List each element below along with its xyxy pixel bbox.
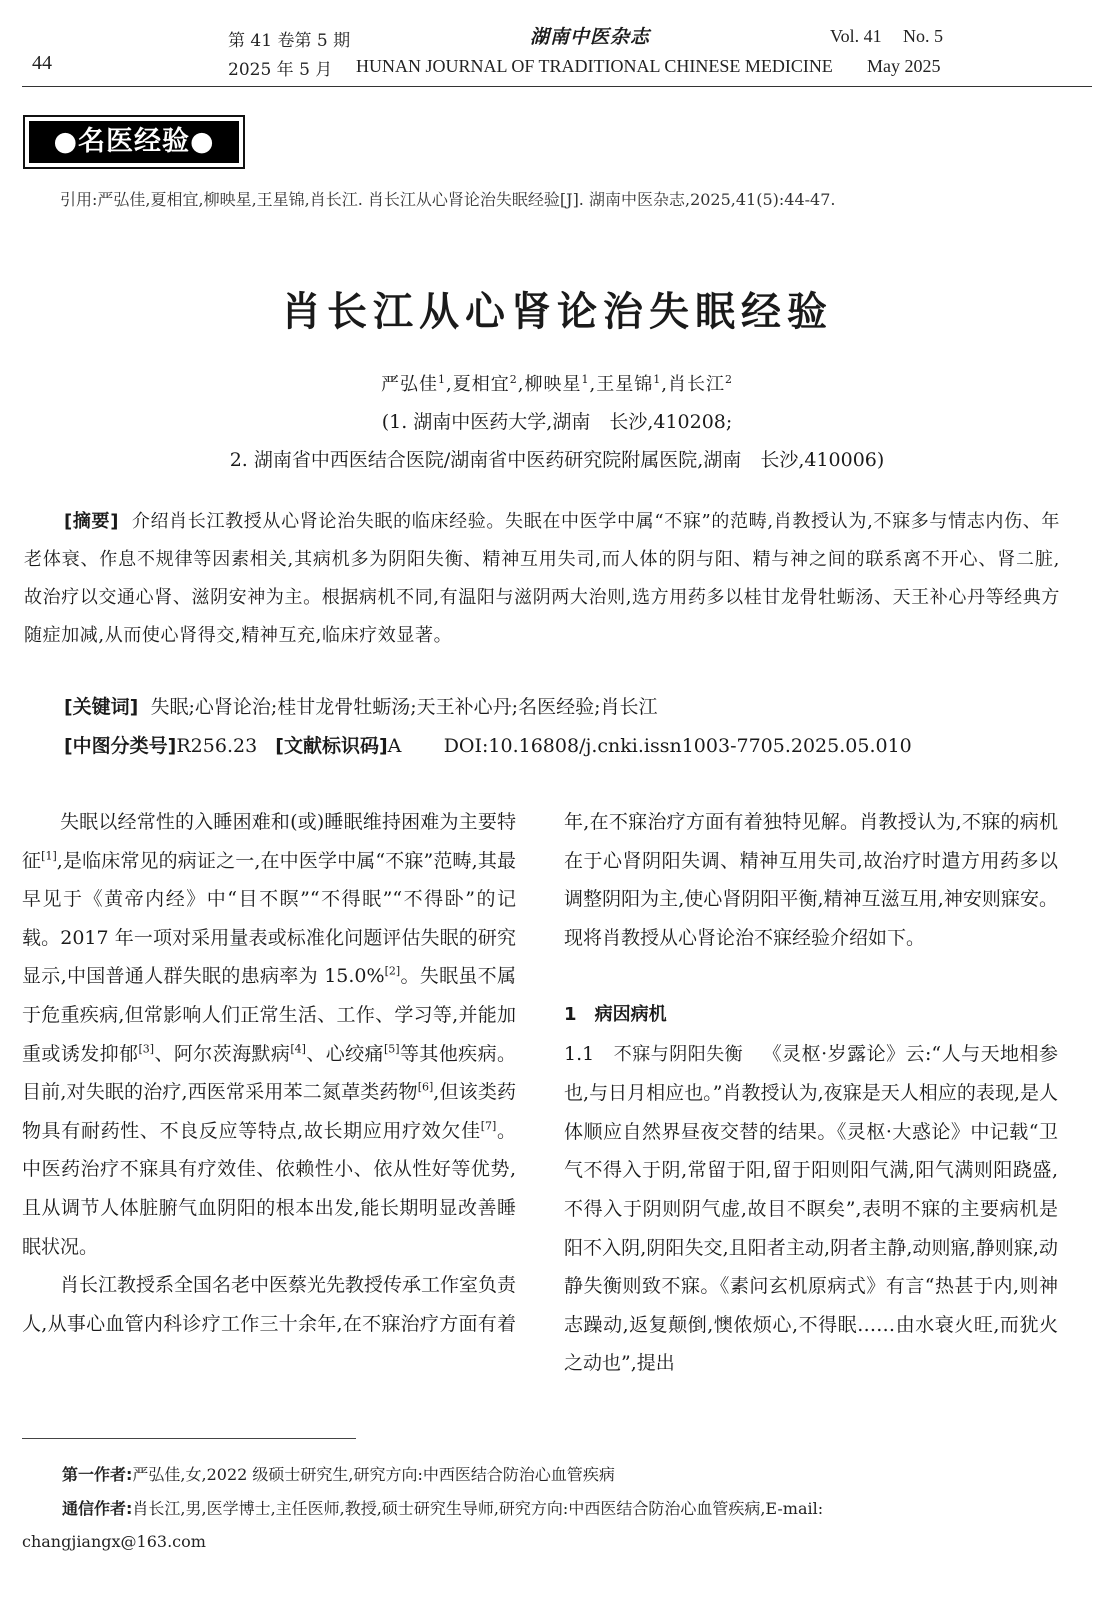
clc-label: [中图分类号] (64, 735, 177, 757)
reference-mark: [5] (383, 1042, 400, 1056)
citation: 引用:严弘佳,夏相宜,柳映星,王星锦,肖长江. 肖长江从心肾论治失眠经验[J]. 湖南中医杂志,2025,41(5):44-47. (60, 190, 836, 209)
date-en: May 2025 (867, 56, 941, 76)
affiliation-2: 2. 湖南省中西医结合医院/湖南省中医药研究院附属医院,湖南 长沙,410006) (229, 449, 885, 471)
doi: DOI:10.16808/j.cnki.issn1003-7705.2025.05.010 (443, 735, 912, 757)
classification-line (64, 731, 912, 758)
body-text: 等其他疾病。目前,对失眠的治疗,西医常采用苯二氮䓬类药物 (22, 1042, 516, 1104)
author-name: 肖长江 (667, 374, 725, 395)
reference-mark: [4] (290, 1042, 306, 1056)
section-heading (564, 995, 1058, 1035)
doc-code: A (387, 735, 402, 757)
author-name: 严弘佳 (381, 374, 439, 395)
footnote-label: 通信作者: (62, 1499, 133, 1518)
body-text: 、阿尔茨海默病 (154, 1042, 291, 1065)
author-affiliation-mark: 2 (724, 373, 733, 386)
body-text: 、心绞痛 (305, 1042, 384, 1065)
body-paragraph (564, 1035, 1058, 1383)
article-title: 肖长江从心肾论治失眠经验 (281, 288, 833, 335)
body-text: 失眠以经常性的入睡困难和(或)睡眠维持困难为主要特征 (22, 811, 516, 872)
footnote-rule (22, 1438, 356, 1439)
clc-code: R256.23 (176, 735, 258, 757)
header-rule (22, 86, 1092, 87)
body-column-left (22, 803, 516, 1343)
body-text: 。中医药治疗不寐具有疗效佳、依赖性小、依从性好等优势,且从调节人体脏腑气血阴阳的根本出发,能长期明显改善睡眠状况。 (22, 1119, 516, 1258)
author-affiliation-mark: 1 (438, 373, 447, 386)
volume-issue-cn: 第 41 卷第 5 期 (228, 31, 351, 51)
body-paragraph: 肖长江教授系全国名老中医蔡光先教授传承工作室负责人,从事心血管内科诊疗工作三十余年,在不寐治疗方面有着 (22, 1274, 516, 1335)
footnote-corresponding-author (62, 1496, 823, 1519)
author-affiliation-mark: 2 (509, 373, 518, 386)
footnote-email: changjiangx@163.com (22, 1532, 206, 1551)
abstract-text: 介绍肖长江教授从心肾论治失眠的临床经验。失眠在中医学中属“不寐”的范畴,肖教授认为,不寐多与情志内伤、年老体衰、作息不规律等因素相关,其病机多为阴阳失衡、精神互用失司,而人体的阴与阳、精与神之间的联系离不开心、肾二脏,故治疗以交通心肾、滋阴安神为主。根据病机不同,有温阳与滋阴两大治则,选方用药多以桂甘龙骨牡蛎汤、天王补心丹等经典方随症加减,从而使心肾得交,精神互充,临床疗效显著。 (24, 511, 1061, 646)
journal-name-cn: 湖南中医杂志 (530, 26, 651, 48)
section-number: 1 (564, 1004, 577, 1025)
reference-mark: [3] (138, 1042, 155, 1056)
body-text: 年,在不寐治疗方面有着独特见解。肖教授认为,不寐的病机在于心肾阴阳失调、精神互用失司,故治疗时遣方用药多以调整阴阳为主,使心肾阴阳平衡,精神互滋互用,神安则寐安。现将肖教授从心肾论治不寐经验介绍如下。 (564, 811, 1058, 949)
subsection-number: 1.1 (564, 1042, 595, 1065)
doc-code-label: [文献标识码] (275, 735, 388, 757)
body-paragraph-continued (564, 803, 1058, 995)
date-cn: 2025 年 5 月 (228, 60, 333, 80)
footnote-text: 严弘佳,女,2022 级硕士研究生,研究方向:中西医结合防治心血管疾病 (132, 1465, 615, 1484)
author-list: 严弘佳$^1$,夏相宜$^2$,柳映星$^1$,王星锦$^1$,肖长江$^2$ (381, 373, 733, 395)
section-badge (23, 115, 245, 169)
reference-mark: [2] (384, 965, 401, 979)
author-affiliation-mark: 1 (581, 373, 590, 386)
body-text: ,但该类药物具有耐药性、不良反应等特点,故长期应用疗效欠佳 (22, 1081, 516, 1142)
page-number: 44 (32, 52, 52, 74)
reference-mark: [6] (417, 1080, 434, 1094)
keywords-label: [关键词] (64, 696, 139, 718)
body-paragraph (22, 803, 516, 1266)
author-name: 夏相宜 (452, 374, 510, 395)
author-affiliation-mark: 1 (653, 373, 662, 386)
subsection-title: 不寐与阴阳失衡 (613, 1043, 744, 1065)
footnote-first-author (62, 1462, 615, 1485)
journal-name-en: HUNAN JOURNAL OF TRADITIONAL CHINESE MEDICINE (356, 56, 833, 76)
issue-en: No. 5 (903, 26, 943, 46)
body-column-right (564, 803, 1058, 1383)
reference-mark: [7] (480, 1119, 497, 1133)
abstract-label: [摘要] (64, 511, 120, 532)
body-text: 《灵枢·岁露论》云:“人与天地相参也,与日月相应也。”肖教授认为,夜寐是天人相应的表现,是人体顺应自然界昼夜交替的结果。《灵枢·大惑论》中记载“卫气不得入于阴,常留于阳,留于阳则阳气满,阳气满则阳跷盛,不得入于阴则阴气虚,故目不瞑矣”,表明不寐的主要病机是阳不入阴,阴阳失交,且阳者主动,阴者主静,动则寤,静则寐,动静失衡则致不寐。《素问玄机原病式》有言“热甚于内,则神志躁动,返复颠倒,懊侬烦心,不得眠……由水衰火旺,而犹火之动也”,提出 (564, 1042, 1059, 1375)
body-text: ,是临床常见的病证之一,在中医学中属“不寐”范畴,其最早见于《黄帝内经》中“目不瞑”“不得眠”“不得卧”的记载。2017 年一项对采用量表或标准化问题评估失眠的研究显示,中国普通人群失眠的患病率为 15.0% (22, 849, 516, 988)
keywords (64, 692, 657, 719)
footnote-label: 第一作者: (62, 1465, 133, 1484)
section-badge-label: ●名医经验● (29, 121, 239, 163)
section-title: 病因病机 (594, 1004, 667, 1025)
author-name: 柳映星 (524, 374, 582, 395)
author-name: 王星锦 (596, 374, 654, 395)
volume-en: Vol. 41 (830, 26, 882, 46)
body-text: 。失眠虽不属于危重疾病,但常影响人们正常生活、工作、学习等,并能加重或诱发抑郁 (22, 965, 516, 1065)
affiliation-1: (1. 湖南中医药大学,湖南 长沙,410208; (381, 411, 733, 433)
footnote-text: 肖长江,男,医学博士,主任医师,教授,硕士研究生导师,研究方向:中西医结合防治心血管疾病,E-mail: (132, 1499, 824, 1518)
keywords-text: 失眠;心肾论治;桂甘龙骨牡蛎汤;天王补心丹;名医经验;肖长江 (150, 696, 658, 718)
reference-mark: [1] (41, 849, 57, 863)
abstract (24, 503, 1060, 655)
